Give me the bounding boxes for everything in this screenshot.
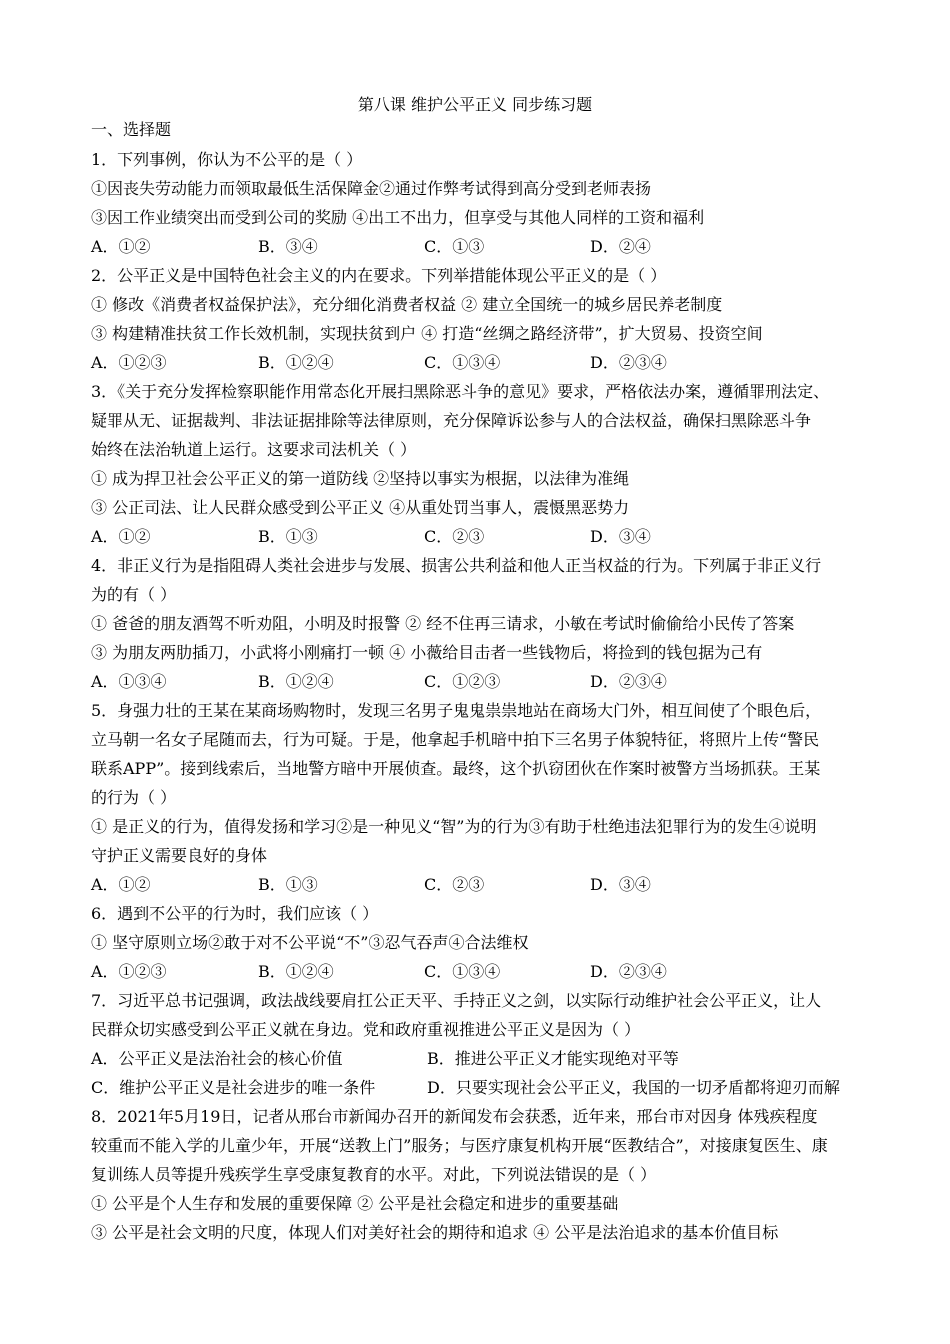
question-1-item: ①因丧失劳动能力而领取最低生活保障金②通过作弊考试得到高分受到老师表扬 — [91, 179, 652, 198]
question-4-option-b: B．①②④ — [258, 672, 334, 691]
question-6-option-c: C．①③④ — [424, 962, 501, 981]
question-8-stem: 8．2021年5月19日，记者从邢台市新闻办召开的新闻发布会获悉，近年来，邢台市对因身 体残疾程度 — [91, 1107, 818, 1126]
question-8-item: ① 公平是个人生存和发展的重要保障 ② 公平是社会稳定和进步的重要基础 — [91, 1194, 619, 1213]
question-5-stem: 5．身强力壮的王某在某商场购物时，发现三名男子鬼鬼祟祟地站在商场大门外，相互间使了个眼色后， — [91, 701, 822, 720]
document-title: 第八课 维护公平正义 同步练习题 — [357, 95, 593, 114]
question-2-option-a: A．①②③ — [91, 353, 167, 372]
question-4-option-d: D．②③④ — [590, 672, 667, 691]
question-3-option-a: A．①② — [91, 527, 151, 546]
question-7-stem: 民群众切实感受到公平正义就在身边。党和政府重视推进公平正义是因为（ ） — [91, 1020, 641, 1039]
question-3-stem: 3．《关于充分发挥检察职能作用常态化开展扫黑除恶斗争的意见》要求，严格依法办案，遵循罪刑法定、 — [91, 382, 830, 401]
question-1-option-d: D．②④ — [590, 237, 651, 256]
question-5-option-c: C．②③ — [424, 875, 485, 894]
question-7-option-b: B．推进公平正义才能实现绝对平等 — [427, 1049, 679, 1068]
section-heading: 一、选择题 — [91, 120, 172, 139]
question-4-item: ① 爸爸的朋友酒驾不听劝阻，小明及时报警 ② 经不住再三请求，小敏在考试时偷偷给小民传了答案 — [91, 614, 795, 633]
question-1-item: ③因工作业绩突出而受到公司的奖励 ④出工不出力，但享受与其他人同样的工资和福利 — [91, 208, 705, 227]
question-5-item: 守护正义需要良好的身体 — [91, 846, 268, 865]
question-2-item: ③ 构建精准扶贫工作长效机制，实现扶贫到户 ④ 打造“丝绸之路经济带”，扩大贸易、投资空间 — [91, 324, 763, 343]
question-8-stem: 复训练人员等提升残疾学生享受康复教育的水平。对此，下列说法错误的是（ ） — [91, 1165, 657, 1184]
question-5-option-b: B．①③ — [258, 875, 318, 894]
question-8-stem: 较重而不能入学的儿童少年，开展“送教上门”服务；与医疗康复机构开展“医教结合”，对接康复医生、康 — [91, 1136, 828, 1155]
question-4-option-c: C．①②③ — [424, 672, 501, 691]
question-6-item: ① 坚守原则立场②敢于对不公平说“不”③忍气吞声④合法维权 — [91, 933, 529, 952]
question-6-stem: 6．遇到不公平的行为时，我们应该（ ） — [91, 904, 379, 923]
question-2-option-d: D．②③④ — [590, 353, 667, 372]
question-1-option-c: C．①③ — [424, 237, 485, 256]
question-3-stem: 始终在法治轨道上运行。这要求司法机关（ ） — [91, 440, 417, 459]
question-2-option-c: C．①③④ — [424, 353, 501, 372]
question-3-item: ③ 公正司法、让人民群众感受到公平正义 ④从重处罚当事人，震慑黑恶势力 — [91, 498, 630, 517]
question-1-option-b: B．③④ — [258, 237, 318, 256]
question-6-option-d: D．②③④ — [590, 962, 667, 981]
question-7-option-a: A．公平正义是法治社会的核心价值 — [91, 1049, 343, 1068]
question-3-option-c: C．②③ — [424, 527, 485, 546]
question-6-option-a: A．①②③ — [91, 962, 167, 981]
question-6-option-b: B．①②④ — [258, 962, 334, 981]
question-3-option-d: D．③④ — [590, 527, 651, 546]
question-5-stem: 立马朝一名女子尾随而去，行为可疑。于是，他拿起手机暗中拍下三名男子体貌特征，将照片上传“警民 — [91, 730, 820, 749]
question-7-option-d: D．只要实现社会公平正义，我国的一切矛盾都将迎刃而解 — [427, 1078, 840, 1097]
question-5-option-a: A．①② — [91, 875, 151, 894]
question-5-stem: 的行为（ ） — [91, 788, 177, 807]
question-2-stem: 2．公平正义是中国特色社会主义的内在要求。下列举措能体现公平正义的是（ ） — [91, 266, 667, 285]
question-1-option-a: A．①② — [91, 237, 151, 256]
question-4-stem: 4．非正义行为是指阻碍人类社会进步与发展、损害公共利益和他人正当权益的行为。下列属于非正义行 — [91, 556, 822, 575]
question-5-item: ① 是正义的行为，值得发扬和学习②是一种见义“智”为的行为③有助于杜绝违法犯罪行为的发生④说明 — [91, 817, 817, 836]
question-4-option-a: A．①③④ — [91, 672, 167, 691]
question-8-item: ③ 公平是社会文明的尺度，体现人们对美好社会的期待和追求 ④ 公平是法治追求的基本价值目标 — [91, 1223, 779, 1242]
question-3-item: ① 成为捍卫社会公平正义的第一道防线 ②坚持以事实为根据，以法律为准绳 — [91, 469, 630, 488]
question-5-stem: 联系APP”。接到线索后，当地警方暗中开展侦查。最终，这个扒窃团伙在作案时被警方当场抓获。王某 — [91, 759, 821, 778]
question-5-option-d: D．③④ — [590, 875, 651, 894]
question-3-stem: 疑罪从无、证据裁判、非法证据排除等法律原则，充分保障诉讼参与人的合法权益，确保扫黑除恶斗争 — [91, 411, 812, 430]
question-2-option-b: B．①②④ — [258, 353, 334, 372]
question-7-option-c: C．维护公平正义是社会进步的唯一条件 — [91, 1078, 376, 1097]
question-1-stem: 1．下列事例，你认为不公平的是（ ） — [91, 150, 363, 169]
question-7-stem: 7．习近平总书记强调，政法战线要肩扛公正天平、手持正义之剑，以实际行动维护社会公平正义，让人 — [91, 991, 822, 1010]
question-4-item: ③ 为朋友两肋插刀，小武将小刚痛打一顿 ④ 小薇给目击者一些钱物后，将捡到的钱包据为己有 — [91, 643, 763, 662]
question-3-option-b: B．①③ — [258, 527, 318, 546]
question-4-stem: 为的有（ ） — [91, 585, 177, 604]
question-2-item: ① 修改《消费者权益保护法》，充分细化消费者权益 ② 建立全国统一的城乡居民养老制度 — [91, 295, 723, 314]
